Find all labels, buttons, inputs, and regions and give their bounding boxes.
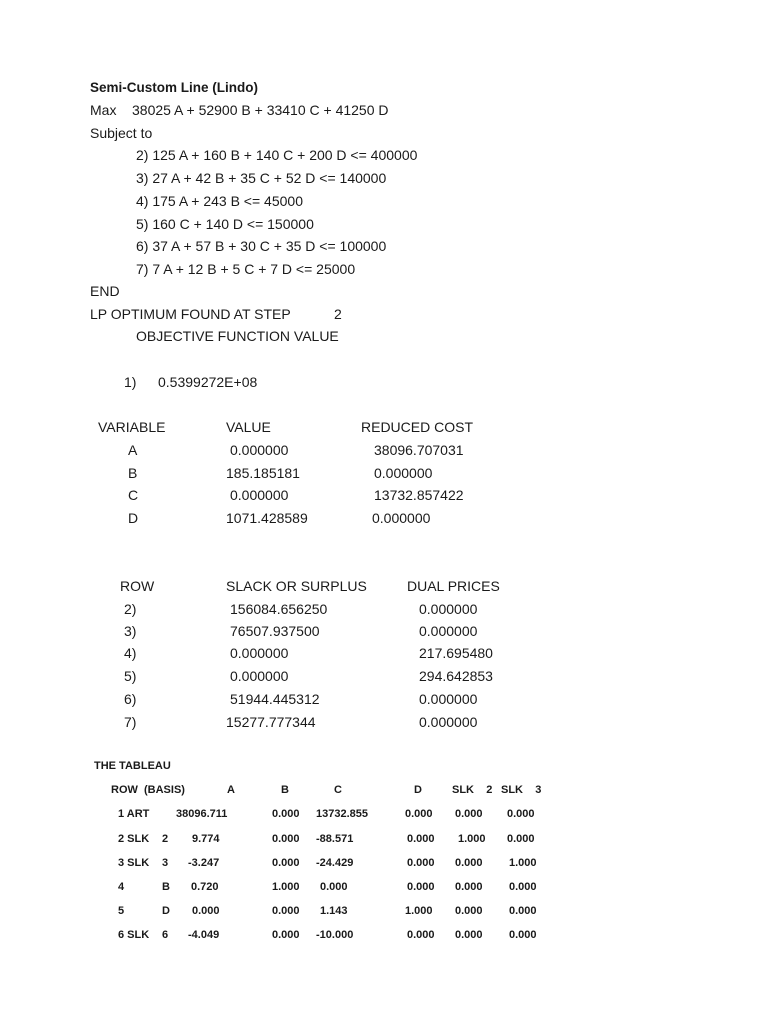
tableau-cell-basis: 2 bbox=[162, 833, 169, 845]
tableau-cell-slk3: 0.000 bbox=[509, 905, 537, 917]
variable-name: A bbox=[128, 442, 138, 458]
variable-value: 185.185181 bbox=[226, 465, 300, 481]
variable-reduced-cost: 13732.857422 bbox=[374, 487, 464, 503]
tableau-cell-b: 0.000 bbox=[272, 833, 300, 845]
constraint-line: 2) 125 A + 160 B + 140 C + 200 D <= 400000 bbox=[136, 147, 418, 163]
variable-name: C bbox=[128, 487, 139, 503]
row-dual-price: 0.000000 bbox=[419, 601, 478, 617]
rows-header-row: ROW bbox=[120, 578, 155, 594]
row-index: 2) bbox=[124, 601, 137, 617]
tableau-cell-c: -24.429 bbox=[316, 857, 354, 869]
end-label: END bbox=[90, 283, 120, 299]
constraint-line: 3) 27 A + 42 B + 35 C + 52 D <= 140000 bbox=[136, 170, 387, 186]
tableau-cell-slk2: 0.000 bbox=[455, 929, 483, 941]
variable-reduced-cost: 0.000000 bbox=[374, 465, 433, 481]
tableau-cell-row: 5 bbox=[118, 905, 125, 917]
tableau-cell-slk3: 0.000 bbox=[507, 833, 535, 845]
tableau-cell-a: -3.247 bbox=[188, 857, 220, 869]
tableau-cell-d: 0.000 bbox=[407, 857, 435, 869]
tableau-cell-row: 1 ART bbox=[118, 808, 150, 820]
row-slack: 76507.937500 bbox=[230, 623, 320, 639]
variable-reduced-cost: 38096.707031 bbox=[374, 442, 464, 458]
row-index: 6) bbox=[124, 691, 137, 707]
row-dual-price: 0.000000 bbox=[419, 714, 478, 730]
variables-header-reduced-cost: REDUCED COST bbox=[361, 419, 474, 435]
tableau-cell-slk2: 0.000 bbox=[455, 881, 483, 893]
tableau-cell-b: 0.000 bbox=[272, 905, 300, 917]
tableau-cell-a: 9.774 bbox=[192, 833, 220, 845]
constraint-line: 7) 7 A + 12 B + 5 C + 7 D <= 25000 bbox=[136, 261, 356, 277]
variables-header-value: VALUE bbox=[226, 419, 271, 435]
variable-name: B bbox=[128, 465, 138, 481]
variables-header-variable: VARIABLE bbox=[98, 419, 166, 435]
tableau-cell-c: 0.000 bbox=[320, 881, 348, 893]
objective-result-index: 1) bbox=[124, 374, 137, 390]
tableau-cell-basis: B bbox=[162, 881, 170, 893]
rows-header-dual-prices: DUAL PRICES bbox=[407, 578, 500, 594]
row-slack: 15277.777344 bbox=[226, 714, 316, 730]
row-dual-price: 294.642853 bbox=[419, 668, 493, 684]
tableau-cell-d: 0.000 bbox=[407, 881, 435, 893]
tableau-header-slk3: SLK 3 bbox=[501, 784, 542, 796]
lp-optimum-label: LP OPTIMUM FOUND AT STEP bbox=[90, 306, 291, 322]
objective-result-value: 0.5399272E+08 bbox=[158, 374, 258, 390]
variable-value: 0.000000 bbox=[230, 442, 289, 458]
tableau-cell-row: 4 bbox=[118, 881, 125, 893]
tableau-header-slk2: SLK 2 bbox=[452, 784, 493, 796]
tableau-cell-row: 6 SLK bbox=[118, 929, 150, 941]
tableau-cell-b: 0.000 bbox=[272, 929, 300, 941]
row-index: 4) bbox=[124, 645, 137, 661]
tableau-cell-slk2: 0.000 bbox=[455, 857, 483, 869]
row-dual-price: 0.000000 bbox=[419, 691, 478, 707]
tableau-header-d: D bbox=[414, 784, 422, 796]
tableau-header-a: A bbox=[227, 784, 235, 796]
variable-name: D bbox=[128, 510, 139, 526]
subject-to-label: Subject to bbox=[90, 125, 153, 141]
tableau-cell-slk3: 0.000 bbox=[509, 881, 537, 893]
row-index: 5) bbox=[124, 668, 137, 684]
objective-function-value-label: OBJECTIVE FUNCTION VALUE bbox=[136, 328, 339, 344]
tableau-header-row-basis: ROW (BASIS) bbox=[111, 784, 185, 796]
tableau-cell-basis: D bbox=[162, 905, 170, 917]
row-slack: 0.000000 bbox=[230, 668, 289, 684]
tableau-cell-slk2: 0.000 bbox=[455, 808, 483, 820]
tableau-cell-b: 0.000 bbox=[272, 808, 300, 820]
tableau-cell-d: 0.000 bbox=[407, 833, 435, 845]
objective-line: Max 38025 A + 52900 B + 33410 C + 41250 D bbox=[90, 102, 389, 118]
row-dual-price: 0.000000 bbox=[419, 623, 478, 639]
variable-value: 0.000000 bbox=[230, 487, 289, 503]
constraint-line: 5) 160 C + 140 D <= 150000 bbox=[136, 216, 314, 232]
tableau-cell-c: -10.000 bbox=[316, 929, 354, 941]
tableau-header-c: C bbox=[334, 784, 342, 796]
tableau-cell-basis: 6 bbox=[162, 929, 169, 941]
tableau-cell-d: 1.000 bbox=[405, 905, 433, 917]
tableau-cell-a: 0.000 bbox=[192, 905, 220, 917]
row-slack: 51944.445312 bbox=[230, 691, 320, 707]
row-slack: 0.000000 bbox=[230, 645, 289, 661]
tableau-cell-slk3: 1.000 bbox=[509, 857, 537, 869]
constraint-line: 4) 175 A + 243 B <= 45000 bbox=[136, 193, 303, 209]
tableau-cell-row: 3 SLK bbox=[118, 857, 150, 869]
rows-header-slack: SLACK OR SURPLUS bbox=[226, 578, 367, 594]
tableau-header-b: B bbox=[281, 784, 289, 796]
tableau-cell-a: 0.720 bbox=[191, 881, 219, 893]
tableau-cell-b: 0.000 bbox=[272, 857, 300, 869]
tableau-cell-a: -4.049 bbox=[188, 929, 220, 941]
tableau-cell-d: 0.000 bbox=[405, 808, 433, 820]
lp-optimum-step: 2 bbox=[334, 306, 342, 322]
row-index: 3) bbox=[124, 623, 137, 639]
variable-value: 1071.428589 bbox=[226, 510, 308, 526]
tableau-cell-slk3: 0.000 bbox=[507, 808, 535, 820]
tableau-cell-c: -88.571 bbox=[316, 833, 354, 845]
row-dual-price: 217.695480 bbox=[419, 645, 493, 661]
constraint-line: 6) 37 A + 57 B + 30 C + 35 D <= 100000 bbox=[136, 238, 387, 254]
tableau-cell-slk2: 1.000 bbox=[458, 833, 486, 845]
tableau-cell-a: 38096.711 bbox=[176, 808, 228, 820]
tableau-cell-slk3: 0.000 bbox=[509, 929, 537, 941]
tableau-title: THE TABLEAU bbox=[94, 760, 171, 772]
tableau-cell-c: 13732.855 bbox=[316, 808, 368, 820]
document-title: Semi-Custom Line (Lindo) bbox=[90, 80, 258, 95]
variable-reduced-cost: 0.000000 bbox=[372, 510, 431, 526]
row-slack: 156084.656250 bbox=[230, 601, 328, 617]
tableau-cell-slk2: 0.000 bbox=[455, 905, 483, 917]
tableau-cell-row: 2 SLK bbox=[118, 833, 150, 845]
tableau-cell-d: 0.000 bbox=[407, 929, 435, 941]
tableau-cell-b: 1.000 bbox=[272, 881, 300, 893]
tableau-cell-basis: 3 bbox=[162, 857, 169, 869]
tableau-cell-c: 1.143 bbox=[320, 905, 348, 917]
row-index: 7) bbox=[124, 714, 137, 730]
